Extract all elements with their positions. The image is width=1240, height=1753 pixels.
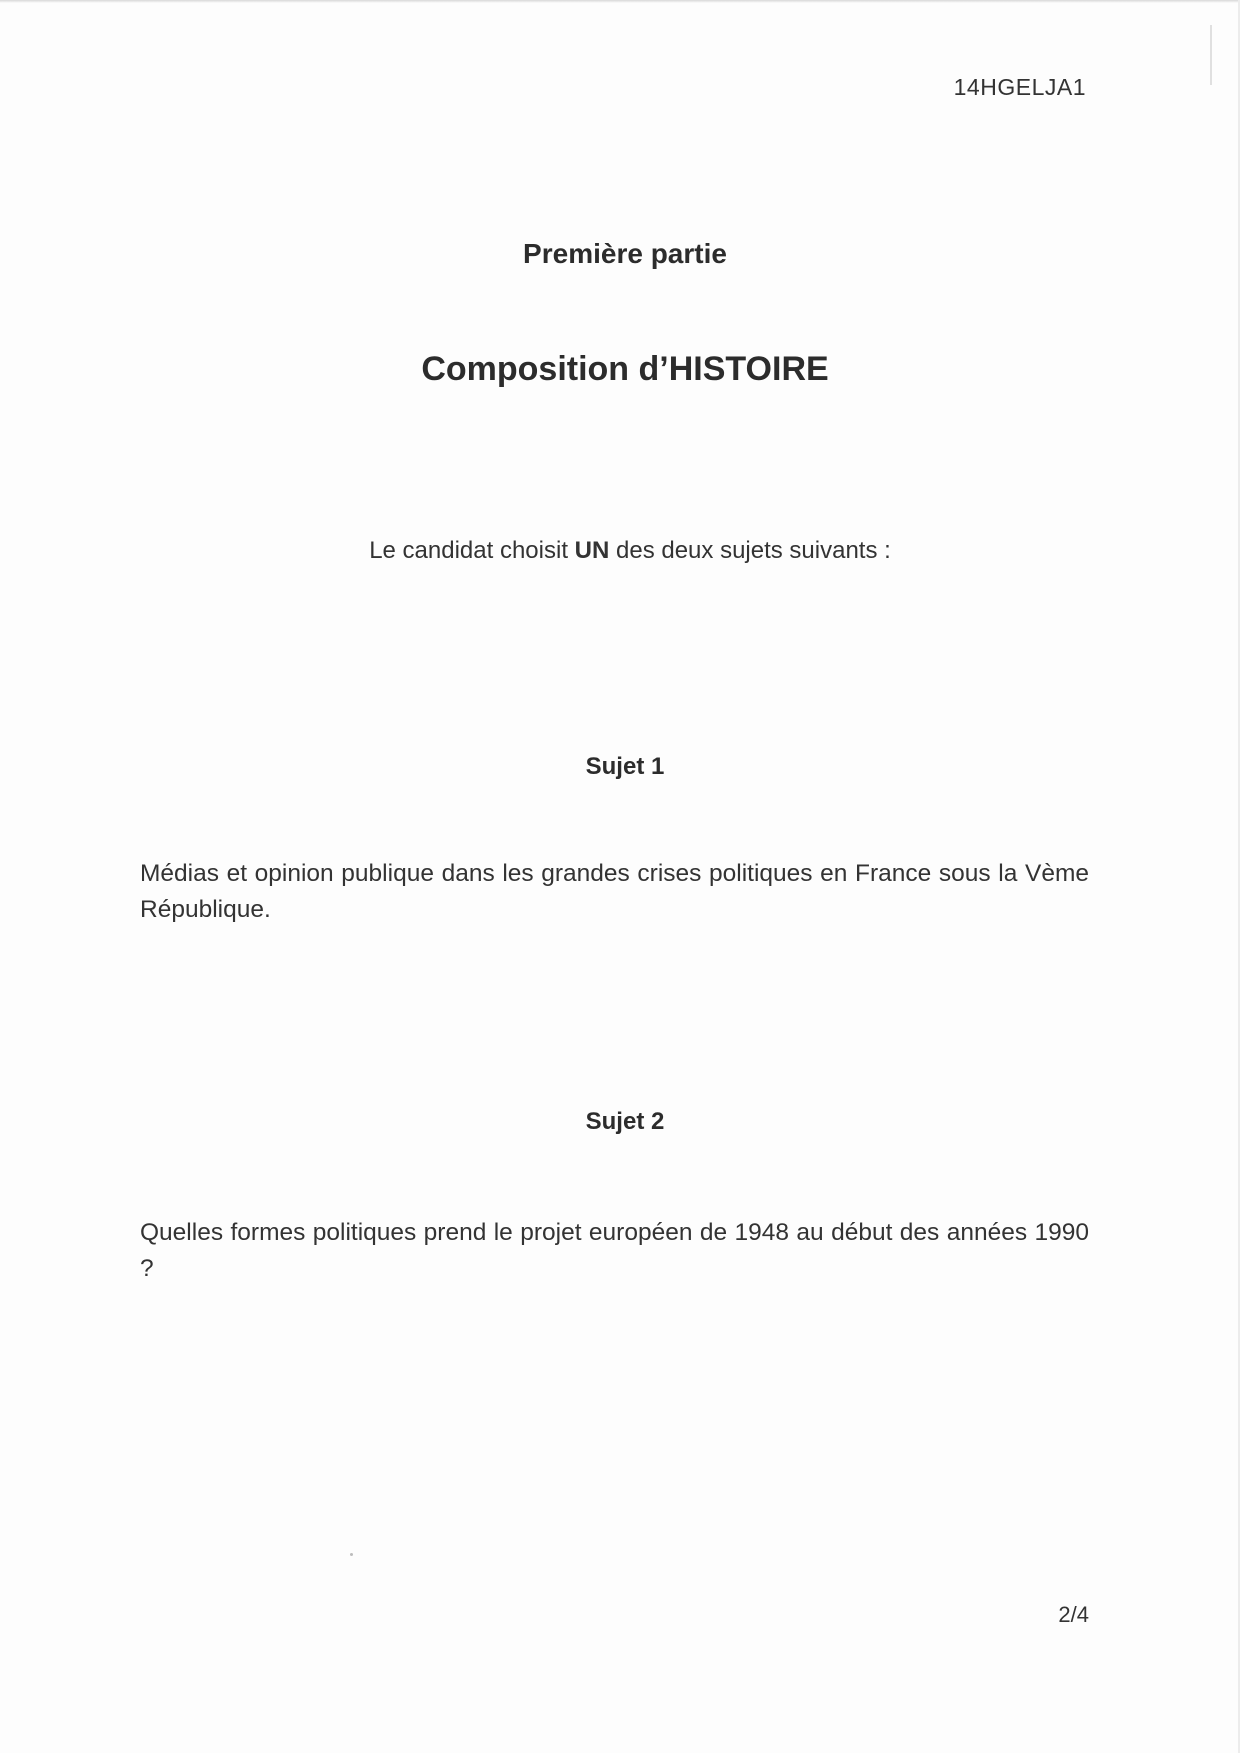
scan-edge-top — [0, 0, 1240, 3]
scan-speck — [350, 1553, 353, 1556]
subject-2-heading: Sujet 2 — [585, 1108, 665, 1135]
subject-2-text: Quelles formes politiques prend le projet européen de 1948 au début des années 1990 ? — [140, 1219, 1089, 1282]
document-code: 14HGELJA1 — [953, 74, 1086, 100]
subject-1-heading: Sujet 1 — [585, 753, 665, 780]
instruction — [0, 537, 1240, 565]
scan-mark — [1210, 25, 1212, 85]
instruction-emphasis: UN — [574, 537, 610, 564]
subject-1-text: Médias et opinion publique dans les grandes crises politiques en France sous la Vème République. — [140, 860, 1089, 923]
instruction-before: Le candidat choisit — [369, 537, 575, 564]
part-title: Première partie — [523, 238, 727, 269]
page-number: 2/4 — [1058, 1602, 1089, 1627]
instruction-after: des deux sujets suivants : — [609, 537, 891, 564]
page-title: Composition d’HISTOIRE — [421, 350, 829, 388]
